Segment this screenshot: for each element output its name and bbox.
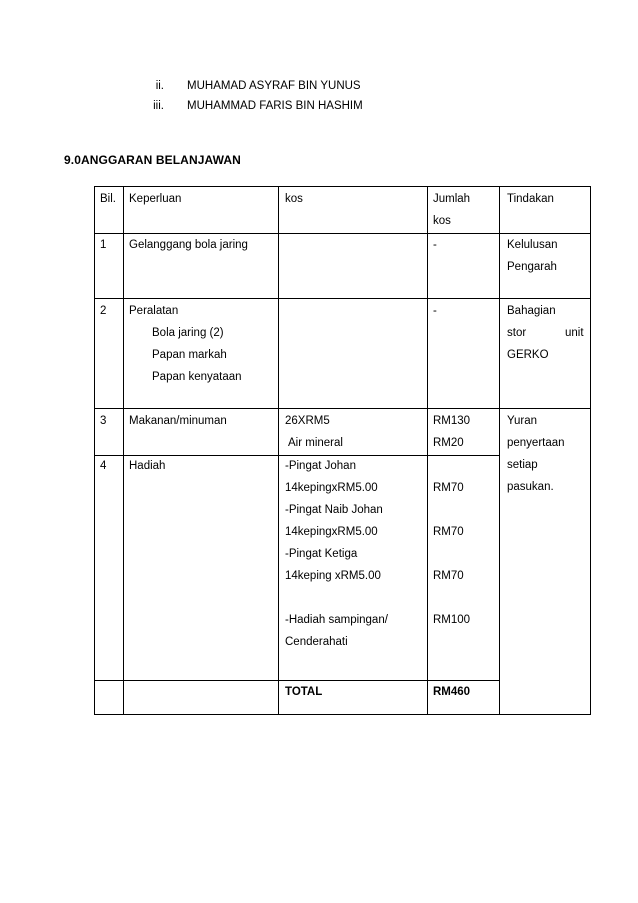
row-divider	[94, 298, 591, 299]
row4-kos-line: -Hadiah sampingan/	[285, 614, 388, 626]
header-jumlah: Jumlah	[433, 193, 471, 205]
total-value: RM460	[433, 686, 471, 698]
row1-jumlah: -	[433, 239, 437, 251]
row-divider	[94, 408, 591, 409]
list-name-iii: MUHAMMAD FARIS BIN HASHIM	[187, 100, 363, 112]
header-jumlah-kos: kos	[433, 215, 451, 227]
merged-tindakan: penyertaan	[507, 437, 565, 449]
merged-tindakan: Yuran	[507, 415, 538, 427]
row4-jumlah-line: RM70	[433, 526, 464, 538]
table-border-top	[94, 186, 591, 187]
col-divider	[94, 186, 95, 715]
row4-jumlah-line: RM70	[433, 570, 464, 582]
row3-keperluan: Makanan/minuman	[129, 415, 227, 427]
list-number-ii: ii.	[155, 80, 164, 92]
col-divider	[427, 186, 428, 715]
total-label: TOTAL	[285, 686, 323, 698]
row2-bil: 2	[100, 305, 107, 317]
row2-keperluan: Peralatan	[129, 305, 179, 317]
merged-tindakan: pasukan.	[507, 481, 554, 493]
merged-tindakan: setiap	[507, 459, 538, 471]
row1-bil: 1	[100, 239, 107, 251]
row4-kos-line: 14kepingxRM5.00	[285, 482, 378, 494]
row2-tindakan-gerko: GERKO	[507, 349, 549, 361]
row4-keperluan: Hadiah	[129, 460, 166, 472]
row3-kos: 26XRM5	[285, 415, 330, 427]
row2-item: Bola jaring (2)	[152, 327, 224, 339]
header-kos: kos	[285, 193, 303, 205]
header-tindakan: Tindakan	[507, 193, 554, 205]
row2-item: Papan kenyataan	[152, 371, 242, 383]
row4-kos-line: 14kepingxRM5.00	[285, 526, 378, 538]
list-number-iii: iii.	[153, 100, 164, 112]
row4-jumlah-line: RM70	[433, 482, 464, 494]
row4-kos-line: -Pingat Johan	[285, 460, 356, 472]
table-border-bottom	[94, 714, 591, 715]
section-heading: 9.0ANGGARAN BELANJAWAN	[64, 153, 241, 167]
row2-tindakan-stor: stor	[507, 327, 527, 339]
row1-tindakan: Kelulusan	[507, 239, 558, 251]
row4-kos-line: -Pingat Naib Johan	[285, 504, 383, 516]
row-divider	[94, 680, 499, 681]
row4-kos-line: -Pingat Ketiga	[285, 548, 358, 560]
list-name-ii: MUHAMAD ASYRAF BIN YUNUS	[187, 80, 361, 92]
row-divider	[94, 233, 591, 234]
header-bil: Bil.	[100, 193, 116, 205]
row3-bil: 3	[100, 415, 107, 427]
row3-kos-2: Air mineral	[288, 437, 343, 449]
row4-kos-line: Cenderahati	[285, 636, 348, 648]
row2-jumlah: -	[433, 305, 437, 317]
col-divider	[278, 186, 279, 715]
row4-jumlah-line: RM100	[433, 614, 471, 626]
col-divider	[499, 186, 500, 715]
row4-kos-line: 14keping xRM5.00	[285, 570, 381, 582]
header-keperluan: Keperluan	[129, 193, 182, 205]
row1-keperluan: Gelanggang bola jaring	[129, 239, 248, 251]
row2-tindakan-unit: unit	[565, 327, 584, 339]
row4-bil: 4	[100, 460, 107, 472]
col-divider	[590, 186, 591, 715]
row3-jumlah: RM130	[433, 415, 471, 427]
row2-tindakan: Bahagian	[507, 305, 556, 317]
col-divider	[123, 186, 124, 715]
row1-tindakan-2: Pengarah	[507, 261, 557, 273]
row3-jumlah-2: RM20	[433, 437, 464, 449]
row2-item: Papan markah	[152, 349, 227, 361]
row-divider	[94, 455, 499, 456]
